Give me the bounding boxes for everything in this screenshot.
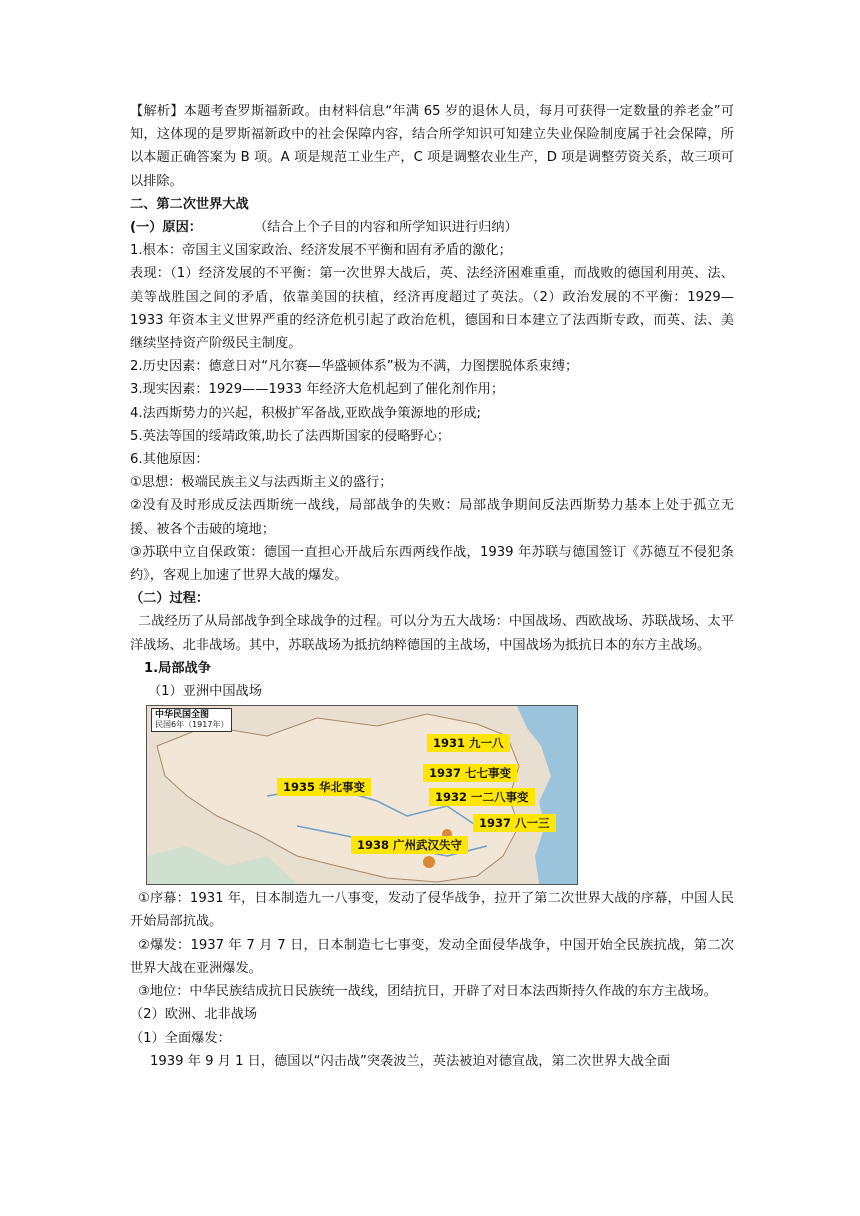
- process-heading: （二）过程：: [130, 591, 210, 607]
- cause-item-6-1: ①思想：极端民族主义与法西斯主义的盛行；: [130, 475, 393, 491]
- asia-front-heading: （1）亚洲中国战场: [148, 684, 262, 700]
- cause-item-3: 3.现实因素：1929——1933 年经济大危机起到了催化剂作用；: [130, 382, 505, 398]
- map-title: [151, 708, 232, 732]
- europe-front-heading: （2）欧洲、北非战场: [130, 1007, 258, 1023]
- analysis-lead: 【解析】: [130, 104, 184, 119]
- map-label-1931: 1931 九一八: [427, 734, 510, 752]
- cause-item-5: 5.英法等国的绥靖政策,助长了法西斯国家的侵略野心；: [130, 428, 451, 444]
- process-paragraph: 二战经历了从局部战争到全球战争的过程。可以分为五大战场：中国战场、西欧战场、苏联战场、太平洋战场、北非战场。其中，苏联战场为抵抗纳粹德国的主战场，中国战场为抵抗日本的东方主战场。: [130, 614, 734, 653]
- cause-heading-line: [130, 216, 734, 239]
- cause-item-2: 2.历史因素：德意日对“凡尔赛—华盛顿体系”极为不满，力图摆脱体系束缚；: [130, 359, 579, 375]
- map-title-text: 中华民国全图: [155, 710, 210, 721]
- cause-item-6-2: ②没有及时形成反法西斯统一战线，局部战争的失败：局部战争期间反法西斯势力基本上处于孤立无援、被各个击破的境地；: [130, 498, 734, 537]
- map-label-1937-77: 1937 七七事变: [423, 764, 517, 782]
- map-label-1932: 1932 一二八事变: [429, 788, 535, 806]
- cause-item-4: 4.法西斯势力的兴起，积极扩军备战,亚欧战争策源地的形成;: [130, 405, 481, 421]
- map-label-1935: 1935 华北事变: [277, 778, 371, 796]
- outbreak-paragraph: 1939 年 9 月 1 日，德国以“闪击战”突袭波兰，英法被迫对德宣战，第二次世界大战全面: [150, 1053, 671, 1069]
- map-label-1938: 1938 广州武汉失守: [351, 836, 468, 854]
- analysis-text: 本题考查罗斯福新政。由材料信息“年满 65 岁的退休人员，每月可获得一定数量的养老金”可知，这体现的是罗斯福新政中的社会保障内容，结合所学知识可知建立失业保险制度属于社会保障，所以本题正确答案为 B 项。A 项是规范工业生产，C 项是调整农业生产，D 项是调整劳资关系，故三项可以排除。: [130, 104, 735, 189]
- analysis-paragraph: [130, 100, 734, 193]
- outbreak-heading: （1）全面爆发：: [130, 1030, 231, 1046]
- cause-item-1-detail: 表现：（1）经济发展的不平衡：第一次世界大战后，英、法经济困难重重，而战败的德国利用英、法、美等战胜国之间的矛盾，依靠美国的扶植，经济再度超过了英法。（2）政治发展的不平衡：1929—1933 年资本主义世界严重的经济危机引起了政治危机，德国和日本建立了法西斯专政，而英、法、美继续坚持资产阶级民主制度。: [130, 266, 734, 352]
- local-war-heading: 1.局部战争: [144, 660, 211, 676]
- cause-note: （结合上个子目的内容和所学知识进行归纳）: [253, 220, 518, 236]
- section-heading: 二、第二次世界大战: [130, 196, 249, 212]
- map-label-1937-813: 1937 八一三: [473, 814, 556, 832]
- cause-item-1: 1.根本：帝国主义国家政治、经济发展不平衡和固有矛盾的激化；: [130, 243, 512, 259]
- document-body: [130, 100, 734, 1073]
- asia-point-1: ①序幕：1931 年，日本制造九一八事变，发动了侵华战争，拉开了第二次世界大战的序幕，中国人民开始局部抗战。: [130, 891, 734, 930]
- cause-item-6-3: ③苏联中立自保政策：德国一直担心开战后东西两线作战，1939 年苏联与德国签订《苏德互不侵犯条约》，客观上加速了世界大战的爆发。: [130, 544, 734, 584]
- asia-point-3: ③地位：中华民族结成抗日民族统一战线，团结抗日，开辟了对日本法西斯持久作战的东方主战场。: [138, 984, 717, 1000]
- map-subtitle: 民国6年（1917年）: [155, 720, 229, 730]
- asia-point-2: ②爆发：1937 年 7 月 7 日，日本制造七七事变，发动全面侵华战争，中国开始全民族抗战，第二次世界大战在亚洲爆发。: [130, 937, 734, 976]
- cause-heading: (一）原因：: [130, 220, 202, 236]
- china-map-image: [146, 705, 578, 885]
- cause-item-6: 6.其他原因：: [130, 452, 209, 468]
